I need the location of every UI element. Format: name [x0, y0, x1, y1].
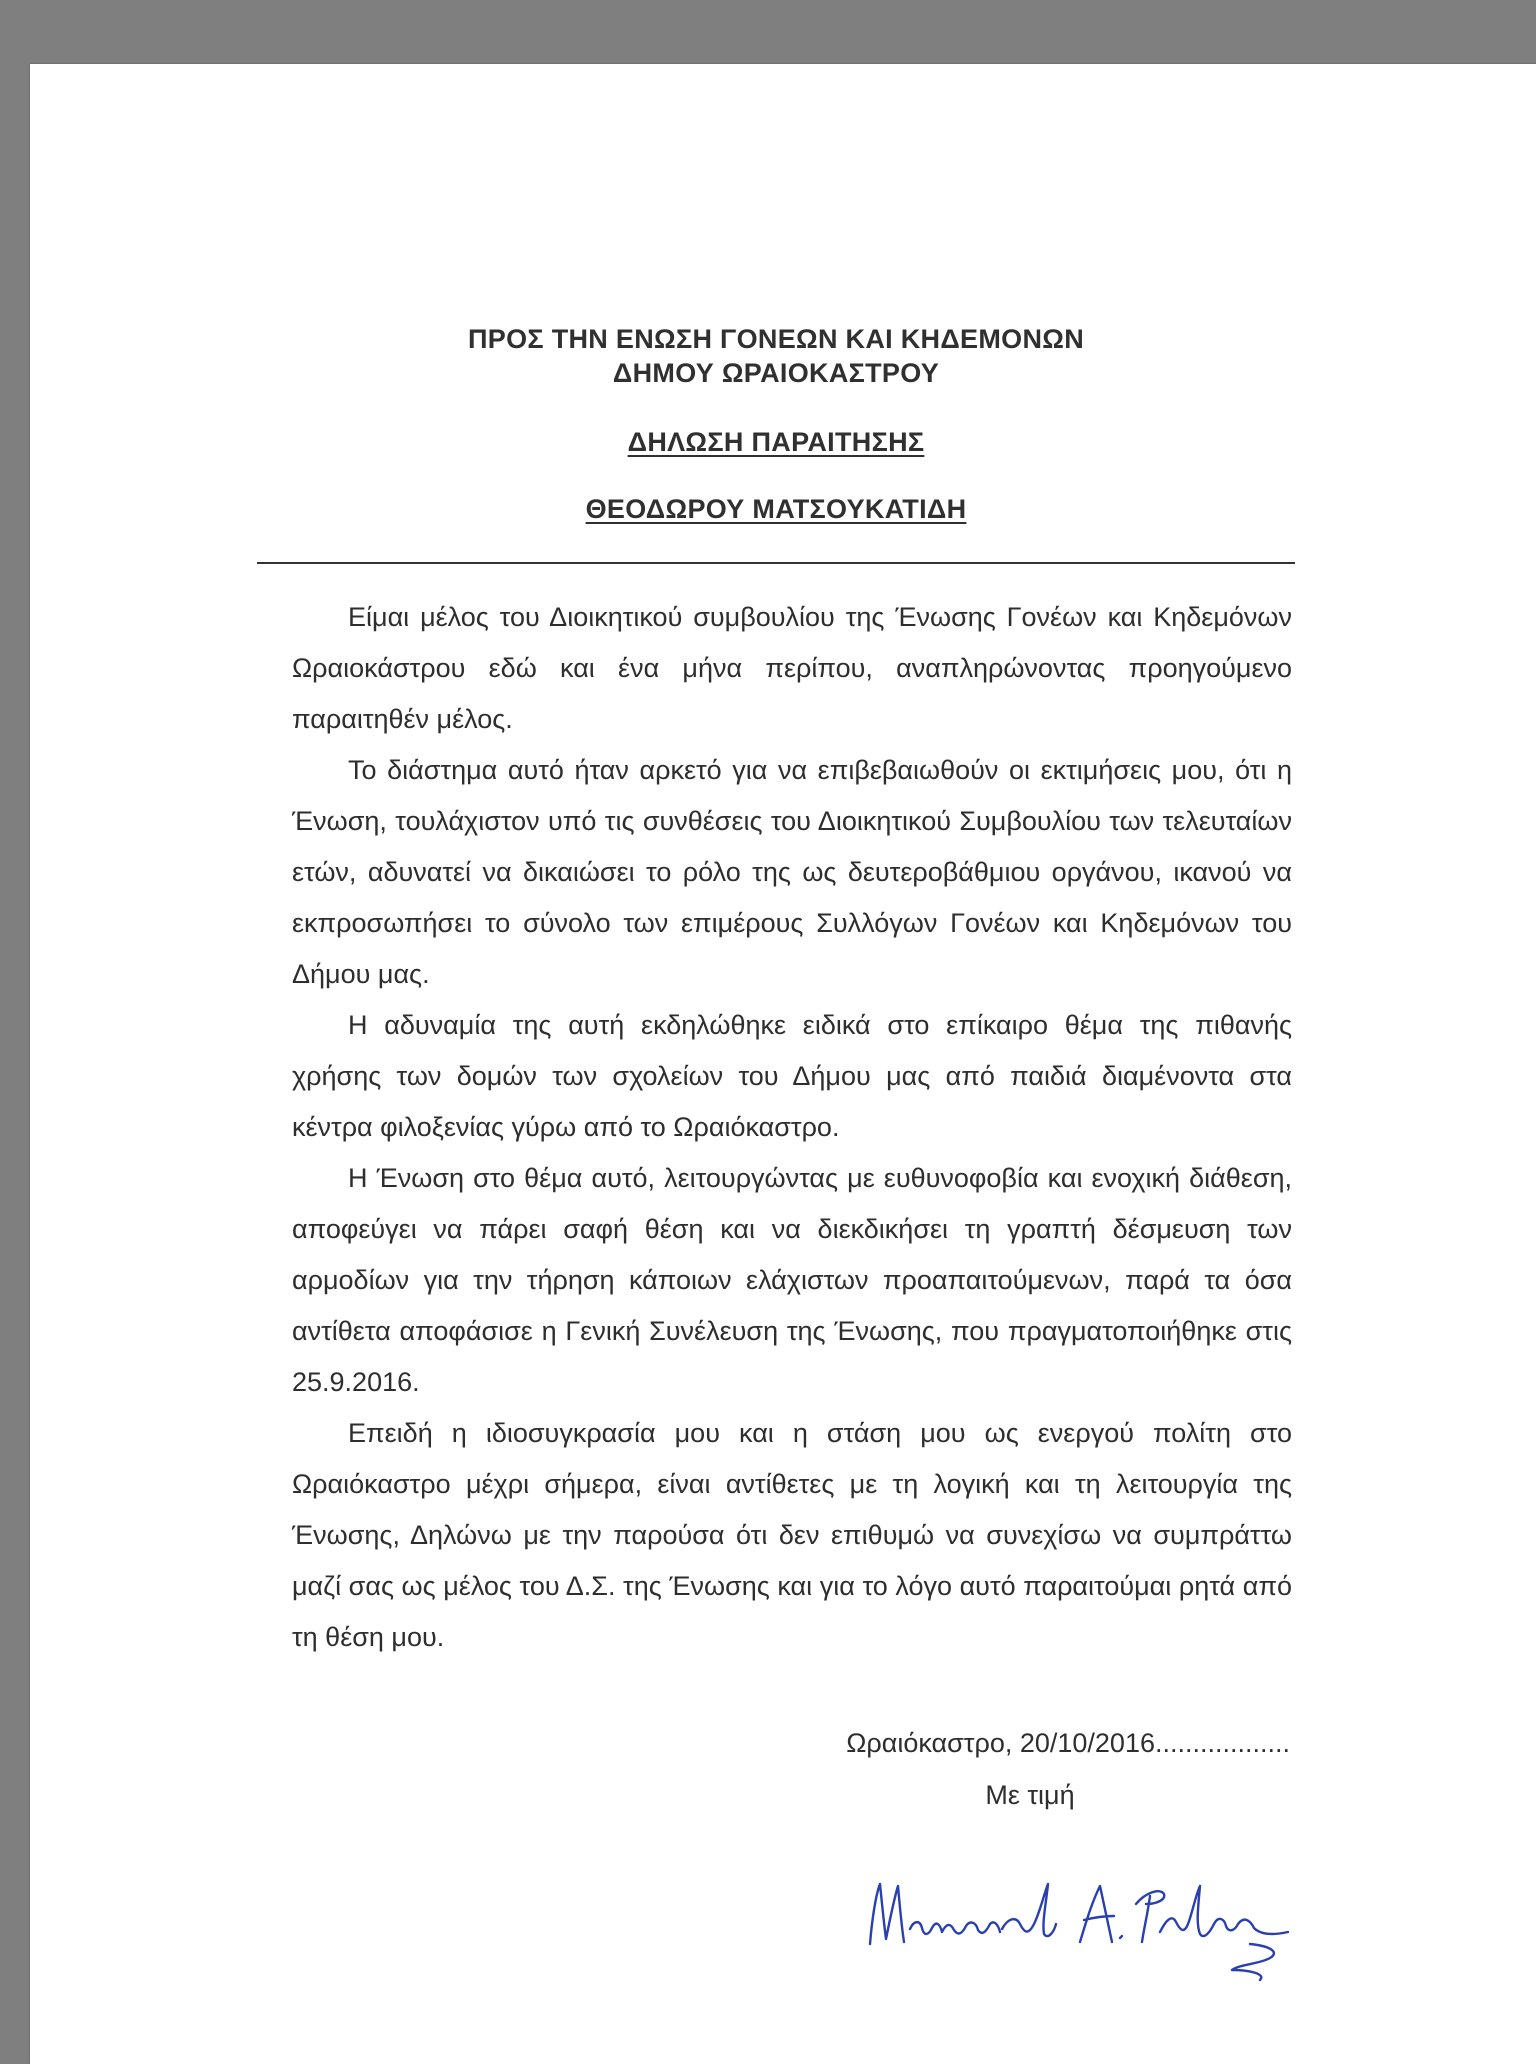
paragraph-5: Επειδή η ιδιοσυγκρασία μου και η στάση μου ως ενεργού πολίτη στο Ωραιόκαστρο μέχρι σήμερα, είναι αντίθετες με τη λογική και τη λειτουργία της Ένωσης, Δηλώνω με την παρούσα ότι δεν επιθυμώ να συνεχίσω να συμπράττω μαζί σας ως μέλος του Δ.Σ. της Ένωσης και για το λόγο αυτό παραιτούμαι ρητά από τη θέση μου. [292, 1418, 1292, 1652]
paragraph-1: Είμαι μέλος του Διοικητικού συμβουλίου της Ένωσης Γονέων και Κηδεμόνων Ωραιοκάστρου εδώ και ένα μήνα περίπου, αναπληρώνοντας προηγούμενο παραιτηθέν μέλος. [292, 602, 1292, 734]
document-page [30, 64, 1536, 2064]
header-divider [257, 562, 1295, 564]
letter-body [292, 592, 1292, 1663]
author-name: ΘΕΟΔΩΡΟΥ ΜΑΤΣΟΥΚΑΤΙΔΗ [585, 494, 967, 524]
addressee-line-2: ΔΗΜΟΥ ΩΡΑΙΟΚΑΣΤΡΟΥ [612, 358, 940, 388]
paragraph-3: Η αδυναμία της αυτή εκδηλώθηκε ειδικά στο επίκαιρο θέμα της πιθανής χρήσης των δομών των σχολείων του Δήμου μας από παιδιά διαμένοντα στα κέντρα φιλοξενίας γύρω από το Ωραιόκαστρο. [292, 1010, 1292, 1142]
document-title: ΔΗΛΩΣΗ ΠΑΡΑΙΤΗΣΗΣ [627, 427, 925, 457]
paragraph-4: Η Ένωση στο θέμα αυτό, λειτουργώντας με ευθυνοφοβία και ενοχική διάθεση, αποφεύγει να πάρει σαφή θέση και να διεκδικήσει τη γραπτή δέσμευση των αρμοδίων για την τήρηση κάποιων ελάχιστων προαπαιτούμενων, παρά τα όσα αντίθετα αποφάσισε η Γενική Συνέλευση της Ένωσης, που πραγματοποιήθηκε στις 25.9.2016. [292, 1163, 1292, 1397]
closing-regards: Με τιμή [985, 1780, 1075, 1810]
addressee-line-1: ΠΡΟΣ ΤΗΝ ΕΝΩΣΗ ΓΟΝΕΩΝ ΚΑΙ ΚΗΔΕΜΟΝΩΝ [468, 324, 1084, 354]
handwritten-signature [830, 1824, 1310, 2044]
place-and-date: Ωραιόκαστρο, 20/10/2016.................. [846, 1728, 1290, 1758]
paragraph-2: Το διάστημα αυτό ήταν αρκετό για να επιβεβαιωθούν οι εκτιμήσεις μου, ότι η Ένωση, τουλάχιστον υπό τις συνθέσεις του Διοικητικού Συμβουλίου των τελευταίων ετών, αδυνατεί να δικαιώσει το ρόλο της ως δευτεροβάθμιου οργάνου, ικανού να εκπροσωπήσει το σύνολο των επιμέρους Συλλόγων Γονέων και Κηδεμόνων του Δήμου μας. [292, 755, 1292, 989]
